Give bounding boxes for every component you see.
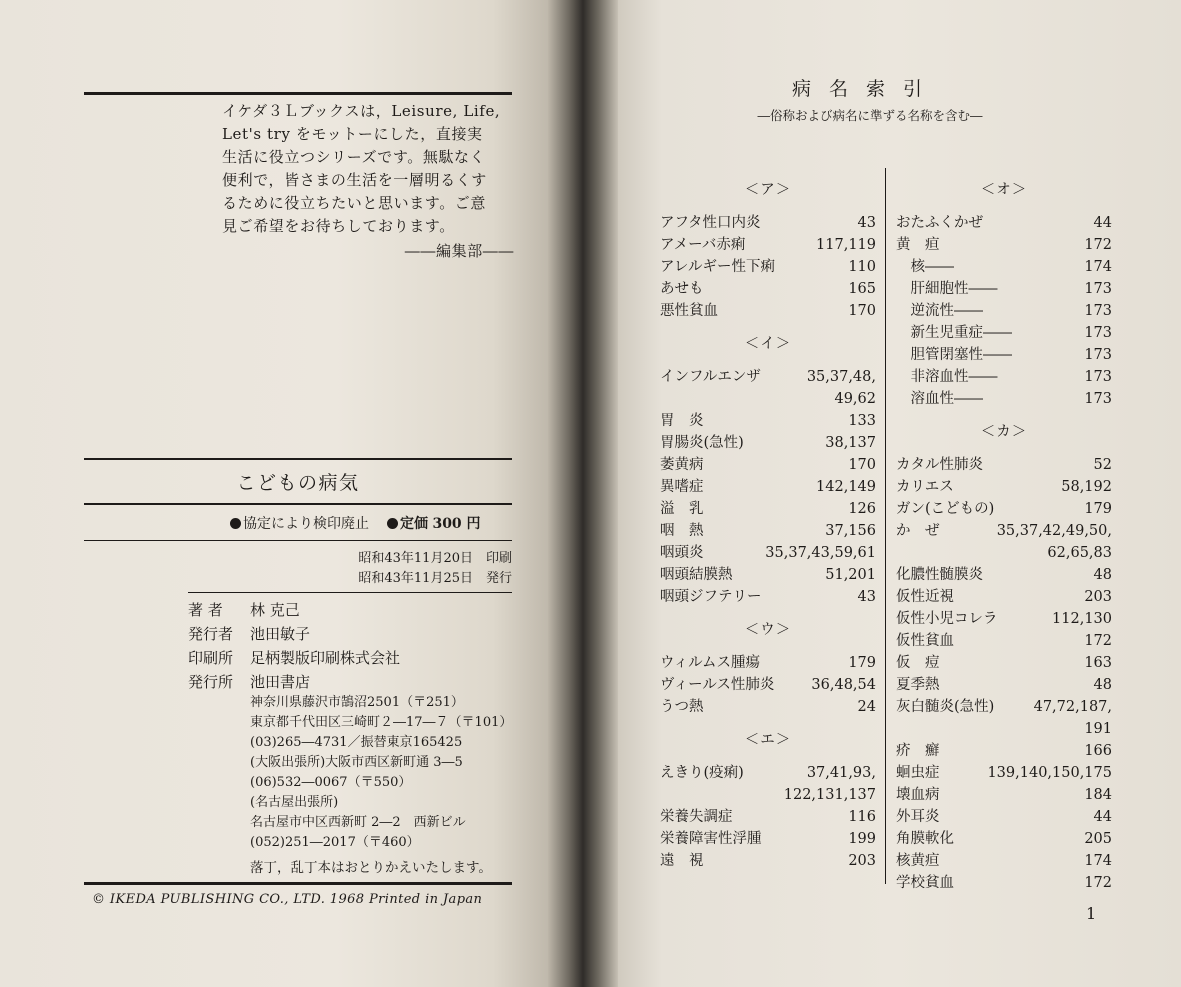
entry-pages: 36,48,54 bbox=[811, 677, 876, 693]
blurb-line: イケダ３Ｌブックスは，Leisure, Life, bbox=[222, 102, 501, 120]
entry-term: うつ熱 bbox=[660, 699, 704, 715]
entry-term: あせも bbox=[660, 281, 704, 297]
entry-pages: 172 bbox=[1084, 237, 1112, 253]
index-entry bbox=[896, 256, 1112, 278]
publication-dates bbox=[340, 549, 512, 589]
blurb-line: るために役立ちたいと思います。ご意 bbox=[222, 194, 487, 212]
index-column-right bbox=[896, 168, 1112, 894]
entry-pages: 48 bbox=[1093, 567, 1112, 583]
book-gutter bbox=[548, 0, 618, 987]
page-number: 1 bbox=[1086, 904, 1097, 923]
entry-pages: 35,37,48, bbox=[806, 369, 876, 385]
entry-term: 胆管閉塞性―― bbox=[896, 347, 1012, 363]
entry-term: 咽頭炎 bbox=[660, 545, 704, 561]
entry-term: 疥 癬 bbox=[896, 743, 940, 759]
entry-term: か ぜ bbox=[896, 523, 940, 539]
index-entry bbox=[896, 322, 1112, 344]
staff-role: 発行所 bbox=[188, 673, 234, 691]
entry-pages: 37,156 bbox=[825, 523, 876, 539]
entry-pages: 203 bbox=[848, 853, 876, 869]
entry-pages: 44 bbox=[1093, 215, 1112, 231]
index-entry bbox=[896, 388, 1112, 410]
entry-term: ヴィールス性肺炎 bbox=[660, 677, 775, 693]
entry-pages: 112,130 bbox=[1052, 611, 1112, 627]
index-title: 病 名 索 引 bbox=[791, 78, 929, 100]
publisher-addresses bbox=[250, 693, 512, 853]
top-rule bbox=[84, 92, 512, 95]
entry-term: 学校貧血 bbox=[896, 875, 954, 891]
index-entry bbox=[660, 828, 876, 850]
blurb-line: 生活に役立つシリーズです。無駄なく bbox=[222, 148, 486, 166]
index-entry bbox=[896, 454, 1112, 476]
entry-pages-continued: 191 bbox=[1084, 721, 1112, 737]
entry-term: 溶血性―― bbox=[896, 391, 983, 407]
entry-term: カタル性肺炎 bbox=[896, 457, 983, 473]
entry-pages: 24 bbox=[857, 699, 876, 715]
bottom-rule bbox=[84, 882, 512, 885]
index-entry bbox=[896, 586, 1112, 608]
index-entry bbox=[660, 652, 876, 674]
index-entry bbox=[660, 586, 876, 608]
entry-pages: 179 bbox=[848, 655, 876, 671]
section-heading-ka: ＜カ＞ bbox=[980, 424, 1028, 440]
staff-row bbox=[188, 670, 400, 694]
entry-pages: 110 bbox=[848, 259, 876, 275]
entry-term: 胃腸炎(急性) bbox=[660, 435, 744, 451]
column-divider bbox=[885, 168, 886, 884]
index-entry bbox=[896, 498, 1112, 520]
index-entry bbox=[896, 476, 1112, 498]
entry-pages: 142,149 bbox=[816, 479, 876, 495]
index-entry bbox=[896, 696, 1112, 718]
blurb-line: 便利で，皆さまの生活を一層明るくす bbox=[222, 171, 487, 189]
entry-term: 胃 炎 bbox=[660, 413, 704, 429]
entry-term: 仮性近視 bbox=[896, 589, 954, 605]
section-heading-a: ＜ア＞ bbox=[744, 182, 792, 198]
entry-term: 外耳炎 bbox=[896, 809, 940, 825]
index-entry bbox=[660, 850, 876, 872]
entry-pages: 35,37,43,59,61 bbox=[765, 545, 876, 561]
index-entry bbox=[896, 652, 1112, 674]
entry-pages: 44 bbox=[1093, 809, 1112, 825]
staff-name: 林 克己 bbox=[250, 601, 300, 619]
entry-pages: 184 bbox=[1084, 787, 1112, 803]
entry-term: 仮性貧血 bbox=[896, 633, 954, 649]
address-line: (大阪出張所)大阪市西区新町通 3―5 bbox=[250, 755, 463, 770]
entry-pages: 173 bbox=[1084, 303, 1112, 319]
entry-term: 非溶血性―― bbox=[896, 369, 998, 385]
staff-role: 著 者 bbox=[188, 601, 223, 619]
entry-term: 仮 痘 bbox=[896, 655, 940, 671]
title-rule-top bbox=[84, 458, 512, 460]
entry-pages: 37,41,93, bbox=[806, 765, 876, 781]
index-entry bbox=[660, 674, 876, 696]
address-line: 神奈川県藤沢市鵠沼2501（〒251） bbox=[250, 695, 464, 710]
staff-role: 印刷所 bbox=[188, 649, 234, 667]
index-entry bbox=[660, 212, 876, 234]
entry-pages: 203 bbox=[1084, 589, 1112, 605]
entry-pages: 58,192 bbox=[1061, 479, 1112, 495]
staff-name: 足柄製版印刷株式会社 bbox=[250, 649, 401, 667]
entry-term: 咽 熱 bbox=[660, 523, 704, 539]
blurb-line: 見ご希望をお待ちしております。 bbox=[222, 217, 455, 235]
staff-row bbox=[188, 622, 400, 646]
entry-pages: 173 bbox=[1084, 281, 1112, 297]
entry-pages: 170 bbox=[848, 303, 876, 319]
entry-term: 蛔虫症 bbox=[896, 765, 940, 781]
entry-pages: 172 bbox=[1084, 875, 1112, 891]
entry-term: 壊血病 bbox=[896, 787, 940, 803]
address-line: (06)532―0067（〒550） bbox=[250, 775, 412, 790]
entry-term: アフタ性口内炎 bbox=[660, 215, 761, 231]
index-entry bbox=[896, 278, 1112, 300]
entry-pages: 43 bbox=[857, 589, 876, 605]
index-entry bbox=[660, 366, 876, 388]
index-entry bbox=[660, 806, 876, 828]
section-heading-o: ＜オ＞ bbox=[980, 182, 1028, 198]
replacement-notice: 落丁，乱丁本はおとりかえいたします。 bbox=[250, 860, 492, 876]
entry-term: 肝細胞性―― bbox=[896, 281, 998, 297]
entry-pages: 163 bbox=[1084, 655, 1112, 671]
index-entry bbox=[896, 828, 1112, 850]
entry-term: 夏季熱 bbox=[896, 677, 940, 693]
entry-pages: 165 bbox=[848, 281, 876, 297]
index-entry bbox=[660, 762, 876, 784]
index-column-left bbox=[660, 168, 876, 872]
section-heading-e: ＜エ＞ bbox=[744, 732, 792, 748]
entry-pages: 52 bbox=[1093, 457, 1112, 473]
index-entry bbox=[896, 674, 1112, 696]
notes-rule bbox=[84, 540, 512, 541]
index-entry bbox=[896, 762, 1112, 784]
entry-pages: 133 bbox=[848, 413, 876, 429]
entry-term: 化膿性髄膜炎 bbox=[896, 567, 983, 583]
entry-pages: 172 bbox=[1084, 633, 1112, 649]
section-heading-u: ＜ウ＞ bbox=[744, 622, 792, 638]
entry-pages: 43 bbox=[857, 215, 876, 231]
entry-pages-continued: 62,65,83 bbox=[1047, 545, 1112, 561]
entry-pages: 38,137 bbox=[825, 435, 876, 451]
index-entry bbox=[660, 498, 876, 520]
index-entry bbox=[896, 784, 1112, 806]
entry-pages: 47,72,187, bbox=[1033, 699, 1112, 715]
staff-list bbox=[188, 598, 400, 694]
index-entry bbox=[660, 410, 876, 432]
index-entry bbox=[660, 300, 876, 322]
index-entry bbox=[896, 366, 1112, 388]
entry-pages: 35,37,42,49,50, bbox=[996, 523, 1112, 539]
index-entry bbox=[660, 234, 876, 256]
index-subtitle: ―俗称および病名に準ずる名称を含む― bbox=[757, 108, 983, 123]
index-entry bbox=[660, 256, 876, 278]
entry-pages: 173 bbox=[1084, 391, 1112, 407]
entry-pages: 126 bbox=[848, 501, 876, 517]
entry-pages: 166 bbox=[1084, 743, 1112, 759]
entry-term: ガン(こどもの) bbox=[896, 501, 995, 517]
index-entry bbox=[896, 806, 1112, 828]
index-entry bbox=[896, 850, 1112, 872]
copyright-line: © IKEDA PUBLISHING CO., LTD. 1968 Printed in Japan bbox=[92, 892, 483, 907]
entry-pages: 173 bbox=[1084, 347, 1112, 363]
entry-term: えきり(疫痢) bbox=[660, 765, 744, 781]
series-blurb bbox=[222, 100, 514, 263]
entry-term: 黄 疸 bbox=[896, 237, 940, 253]
index-entry bbox=[660, 564, 876, 586]
index-entry bbox=[896, 630, 1112, 652]
entry-pages: 170 bbox=[848, 457, 876, 473]
index-entry bbox=[896, 520, 1112, 542]
entry-pages: 48 bbox=[1093, 677, 1112, 693]
entry-pages-continued: 122,131,137 bbox=[783, 787, 876, 803]
title-rule-bottom bbox=[84, 503, 512, 505]
index-entry bbox=[896, 564, 1112, 586]
staff-name: 池田書店 bbox=[250, 673, 311, 691]
seal-note: 協定により検印廃止 bbox=[243, 516, 369, 532]
entry-pages: 179 bbox=[1084, 501, 1112, 517]
entry-term: 異嗜症 bbox=[660, 479, 704, 495]
staff-row bbox=[188, 646, 400, 670]
index-entry bbox=[896, 872, 1112, 894]
entry-term: 新生児重症―― bbox=[896, 325, 1012, 341]
index-entry bbox=[660, 542, 876, 564]
entry-term: 悪性貧血 bbox=[660, 303, 718, 319]
publish-date: 昭和43年11月25日 発行 bbox=[358, 571, 512, 586]
entry-term: 核黄疸 bbox=[896, 853, 940, 869]
section-heading-i: ＜イ＞ bbox=[744, 336, 792, 352]
entry-pages: 51,201 bbox=[825, 567, 876, 583]
entry-term: おたふくかぜ bbox=[896, 215, 983, 231]
entry-pages-continued: 49,62 bbox=[834, 391, 876, 407]
index-entry bbox=[896, 234, 1112, 256]
index-entry bbox=[896, 300, 1112, 322]
entry-pages: 139,140,150,175 bbox=[987, 765, 1112, 781]
entry-pages: 174 bbox=[1084, 853, 1112, 869]
entry-term: 咽頭結膜熱 bbox=[660, 567, 733, 583]
book-title: こどもの病気 bbox=[236, 472, 360, 494]
entry-term: 溢 乳 bbox=[660, 501, 704, 517]
entry-pages: 174 bbox=[1084, 259, 1112, 275]
index-entry bbox=[660, 454, 876, 476]
entry-pages: 117,119 bbox=[816, 237, 876, 253]
price-label: 定価 bbox=[400, 516, 428, 532]
entry-pages: 199 bbox=[848, 831, 876, 847]
index-entry bbox=[660, 278, 876, 300]
entry-pages: 173 bbox=[1084, 325, 1112, 341]
entry-term: 栄養障害性浮腫 bbox=[660, 831, 762, 847]
index-entry bbox=[896, 344, 1112, 366]
entry-pages: 205 bbox=[1084, 831, 1112, 847]
entry-term: アレルギー性下痢 bbox=[660, 259, 776, 275]
price-value: 300 円 bbox=[432, 516, 481, 532]
entry-term: 栄養失調症 bbox=[660, 809, 733, 825]
staff-role: 発行者 bbox=[188, 625, 234, 643]
bullet-icon bbox=[230, 518, 241, 529]
print-date: 昭和43年11月20日 印刷 bbox=[358, 551, 512, 566]
bullet-icon bbox=[387, 518, 398, 529]
index-entry bbox=[896, 608, 1112, 630]
entry-term: 灰白髄炎(急性) bbox=[896, 699, 995, 715]
entry-pages: 173 bbox=[1084, 369, 1112, 385]
entry-term: カリエス bbox=[896, 479, 954, 495]
address-line: (名古屋出張所) bbox=[250, 795, 339, 810]
index-entry bbox=[660, 432, 876, 454]
blurb-line: Let's try をモットーにした，直接実 bbox=[222, 125, 483, 143]
index-entry bbox=[660, 696, 876, 718]
staff-rule bbox=[188, 592, 512, 593]
entry-term: 角膜軟化 bbox=[896, 831, 954, 847]
entry-term: 咽頭ジフテリー bbox=[660, 589, 762, 605]
address-line: (03)265―4731／振替東京165425 bbox=[250, 735, 463, 750]
entry-term: 仮性小児コレラ bbox=[896, 611, 998, 627]
address-line: 名古屋市中区西新町 2―2 西新ビル bbox=[250, 815, 466, 830]
address-line: 東京都千代田区三崎町２―17―７（〒101） bbox=[250, 715, 513, 730]
entry-term: 萎黄病 bbox=[660, 457, 704, 473]
index-entry bbox=[660, 520, 876, 542]
entry-term: 核―― bbox=[896, 259, 954, 275]
entry-pages: 116 bbox=[848, 809, 876, 825]
index-entry bbox=[660, 476, 876, 498]
entry-term: インフルエンザ bbox=[660, 369, 761, 385]
editor-signature: ――編集部―― bbox=[404, 242, 514, 260]
colophon-notes bbox=[230, 513, 481, 533]
entry-term: アメーバ赤痢 bbox=[660, 237, 746, 253]
index-entry bbox=[896, 212, 1112, 234]
staff-row bbox=[188, 598, 400, 622]
entry-term: 逆流性―― bbox=[896, 303, 983, 319]
entry-term: 遠 視 bbox=[660, 853, 704, 869]
entry-term: ウィルムス腫瘍 bbox=[660, 655, 761, 671]
index-entry bbox=[896, 740, 1112, 762]
staff-name: 池田敏子 bbox=[250, 625, 311, 643]
address-line: (052)251―2017（〒460） bbox=[250, 835, 420, 850]
